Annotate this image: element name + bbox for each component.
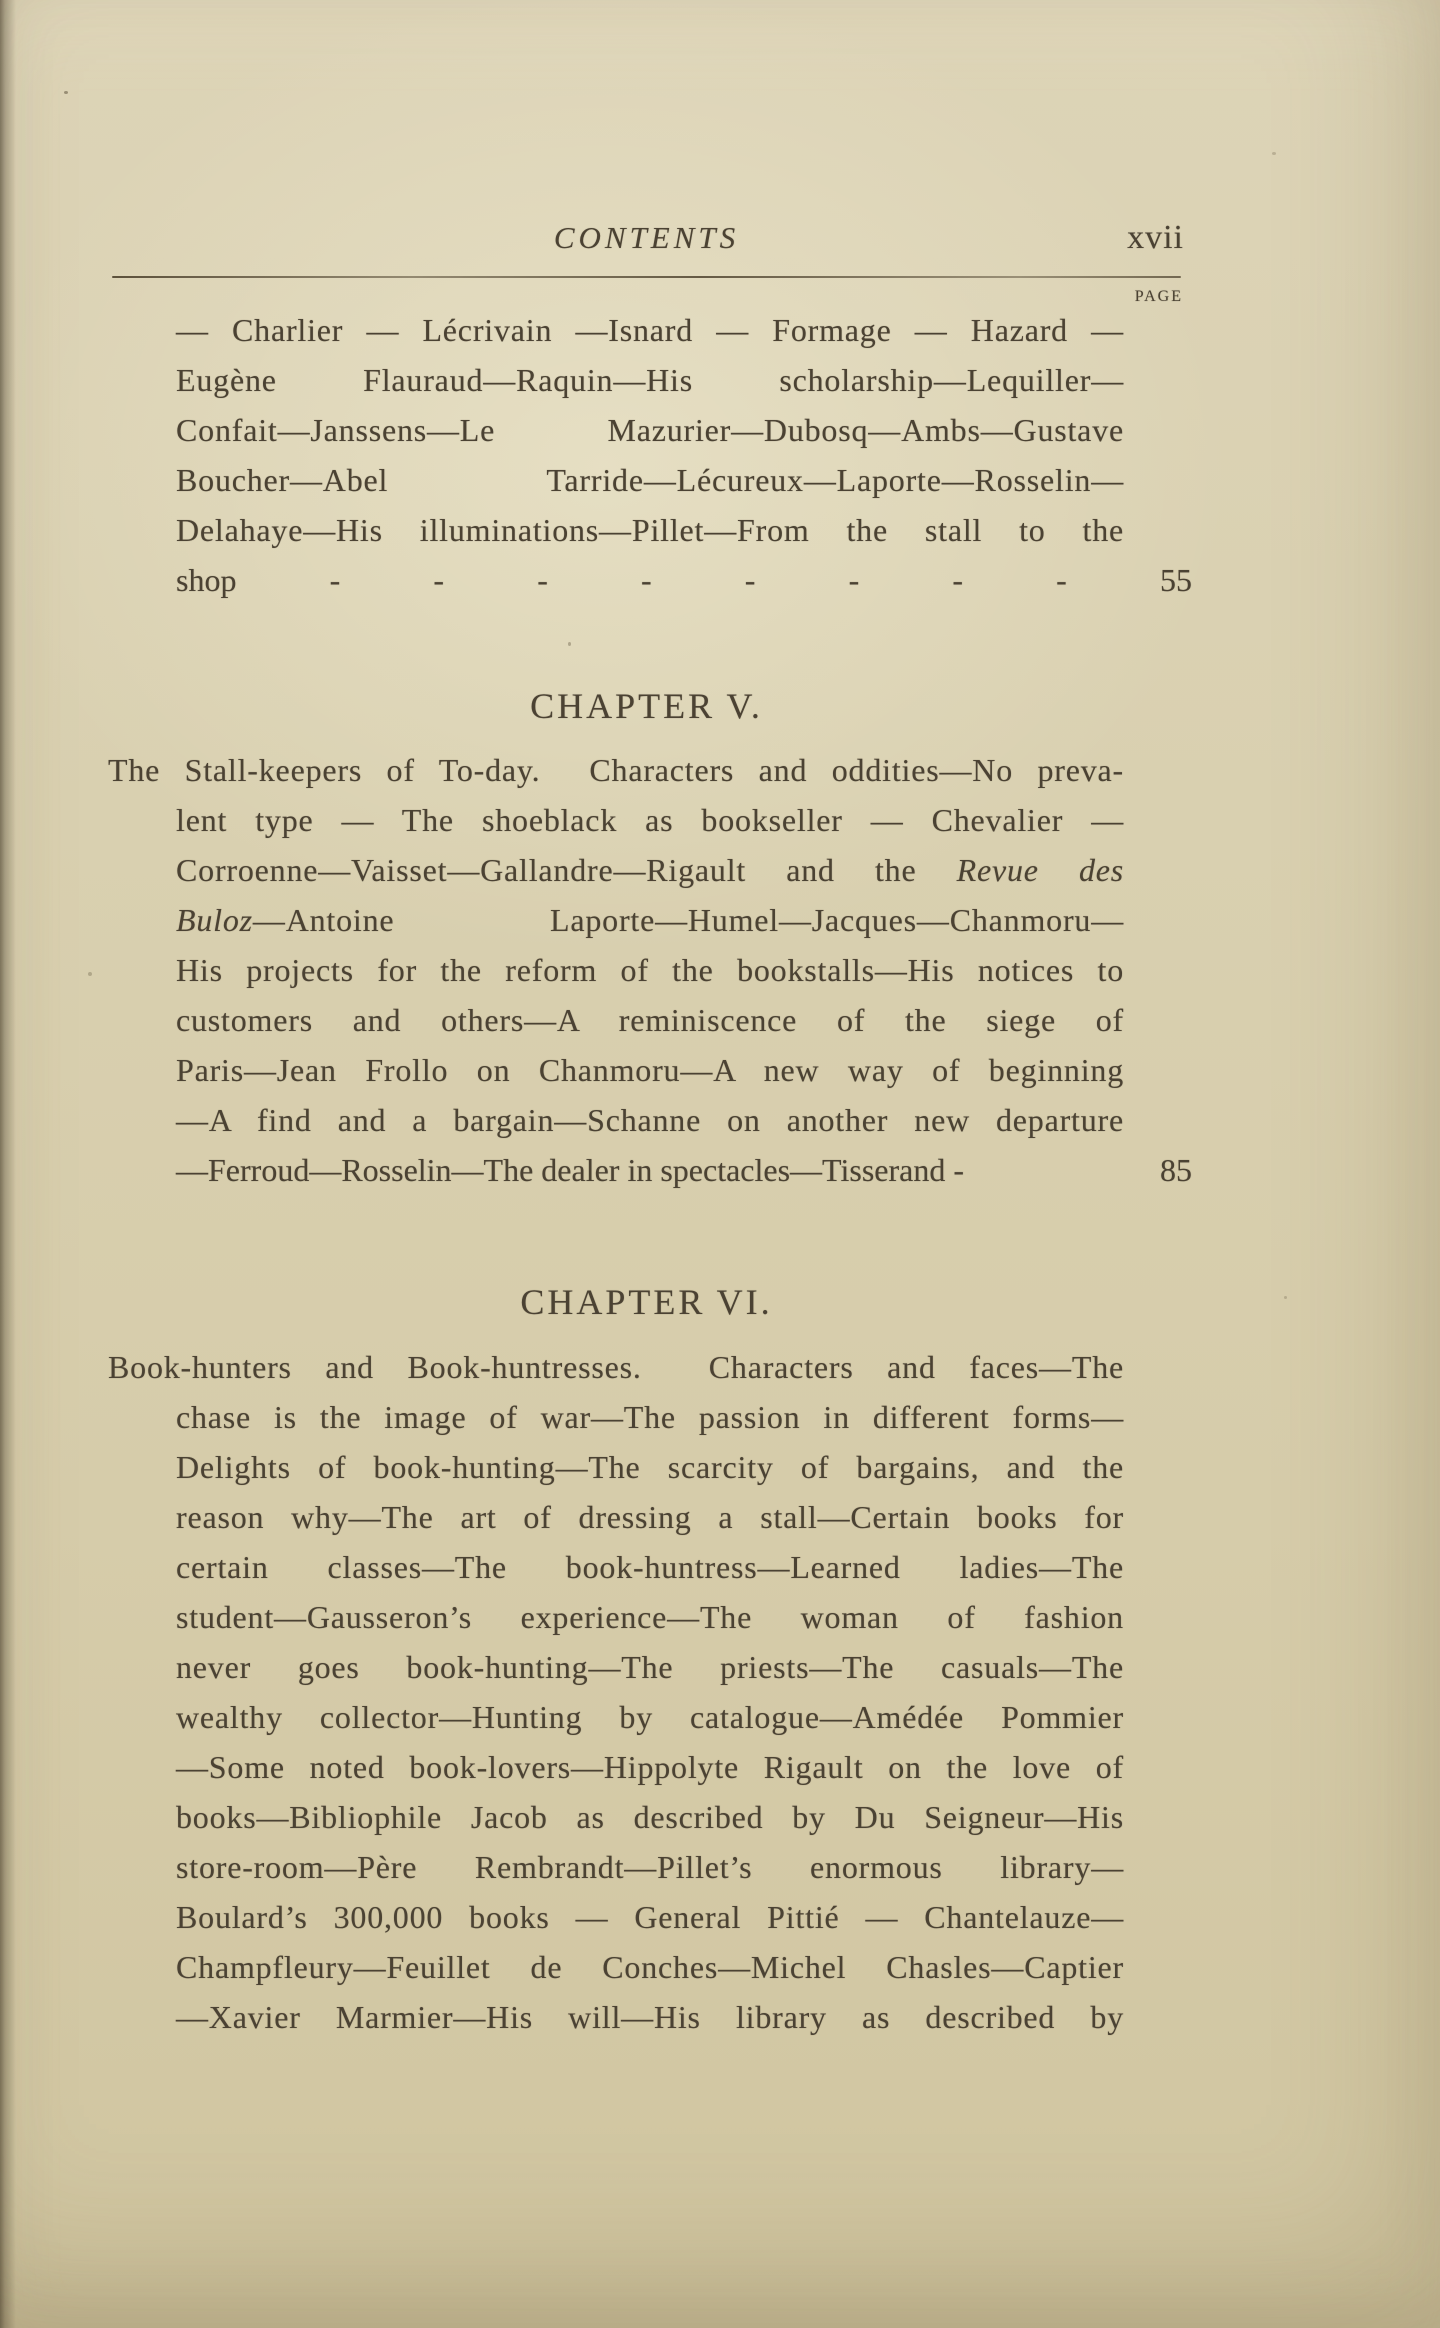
- page-column-label: PAGE: [1134, 288, 1183, 305]
- toc-line: student—Gausseron’s experience—The woman of fashion: [176, 1599, 1124, 1635]
- paper-speck: [64, 91, 68, 94]
- paper-speck: [1284, 1296, 1287, 1299]
- toc-line: Boulard’s 300,000 books — General Pittié — Chantelauze—: [176, 1899, 1124, 1935]
- header-rule: [112, 276, 1181, 278]
- paper-speck: [88, 972, 92, 976]
- toc-line-roman: —Antoine Laporte—Humel—Jacques—Chanmoru—: [252, 902, 1124, 938]
- page-left-edge-shadow: [0, 0, 16, 2328]
- toc-line: certain classes—The book-huntress—Learned ladies—The: [176, 1549, 1124, 1585]
- toc-line: — Charlier — Lécrivain —Isnard — Formage — Hazard —: [176, 312, 1124, 348]
- toc-line: —Some noted book-lovers—Hippolyte Rigault on the love of: [176, 1749, 1124, 1785]
- toc-line: store-room—Père Rembrandt—Pillet’s enormous library—: [176, 1849, 1124, 1885]
- toc-line: His projects for the reform of the bookstalls—His notices to: [176, 952, 1124, 988]
- toc-line: never goes book-hunting—The priests—The casuals—The: [176, 1649, 1124, 1685]
- toc-line: Boucher—Abel Tarride—Lécureux—Laporte—Rosselin—: [176, 462, 1124, 498]
- toc-line: [176, 846, 1124, 894]
- leader-dash: -: [1056, 562, 1067, 598]
- toc-line: Eugène Flauraud—Raquin—His scholarship—Lequiller—: [176, 362, 1124, 398]
- paper-speck: [568, 642, 571, 646]
- chapter-heading: CHAPTER VI.: [520, 1282, 773, 1322]
- toc-line: books—Bibliophile Jacob as described by Du Seigneur—His: [176, 1799, 1124, 1835]
- toc-line-italic: Buloz: [176, 902, 253, 938]
- leader-dash: -: [640, 562, 652, 598]
- toc-line: wealthy collector—Hunting by catalogue—Amédée Pommier: [176, 1699, 1124, 1735]
- toc-line: Confait—Janssens—Le Mazurier—Dubosq—Ambs—Gustave: [176, 412, 1124, 448]
- chapter-heading: CHAPTER V.: [530, 686, 763, 726]
- page-title: CONTENTS: [553, 220, 740, 255]
- folio-page-number: xvii: [1127, 219, 1184, 256]
- toc-line: Champfleury—Feuillet de Conches—Michel Chasles—Captier: [176, 1949, 1124, 1985]
- toc-line: —A find and a bargain—Schanne on another new departure: [176, 1102, 1124, 1138]
- toc-line: —Xavier Marmier—His will—His library as described by: [176, 1999, 1124, 2035]
- leader-dash: -: [744, 562, 756, 598]
- toc-line: customers and others—A reminiscence of the siege of: [176, 1002, 1124, 1038]
- toc-line: reason why—The art of dressing a stall—Certain books for: [176, 1499, 1124, 1535]
- toc-line: lent type — The shoeblack as bookseller — Chevalier —: [176, 802, 1124, 838]
- toc-page-ref: 55: [1159, 562, 1192, 598]
- toc-line: Paris—Jean Frollo on Chanmoru—A new way of beginning: [176, 1052, 1124, 1088]
- toc-line-roman: Corroenne—Vaisset—Gallandre—Rigault and the: [176, 852, 957, 888]
- toc-line: Delights of book-hunting—The scarcity of bargains, and the: [176, 1449, 1124, 1485]
- toc-leader-line: [176, 556, 1192, 604]
- toc-line: [176, 896, 1124, 944]
- toc-page-ref: 85: [1160, 1152, 1192, 1188]
- leader-dash: -: [537, 562, 548, 598]
- toc-line: chase is the image of war—The passion in different forms—: [176, 1399, 1124, 1435]
- leader-dash: -: [848, 562, 860, 598]
- toc-line-text: —Ferroud—Rosselin—The dealer in spectacles—Tisserand -: [176, 1152, 964, 1188]
- toc-ref-line: [176, 1146, 1192, 1194]
- toc-leader-word: shop: [176, 562, 237, 598]
- leader-dash: -: [952, 562, 964, 598]
- toc-line: Delahaye—His illuminations—Pillet—From the stall to the: [176, 512, 1124, 548]
- toc-line: Book-hunters and Book-huntresses. Characters and faces—The: [108, 1349, 1124, 1385]
- leader-dash: -: [433, 562, 445, 598]
- paper-speck: [1272, 152, 1276, 155]
- leader-dash: -: [329, 562, 341, 598]
- toc-line-italic: Revue des: [956, 852, 1125, 888]
- toc-line: The Stall-keepers of To-day. Characters and oddities—No preva-: [108, 752, 1124, 788]
